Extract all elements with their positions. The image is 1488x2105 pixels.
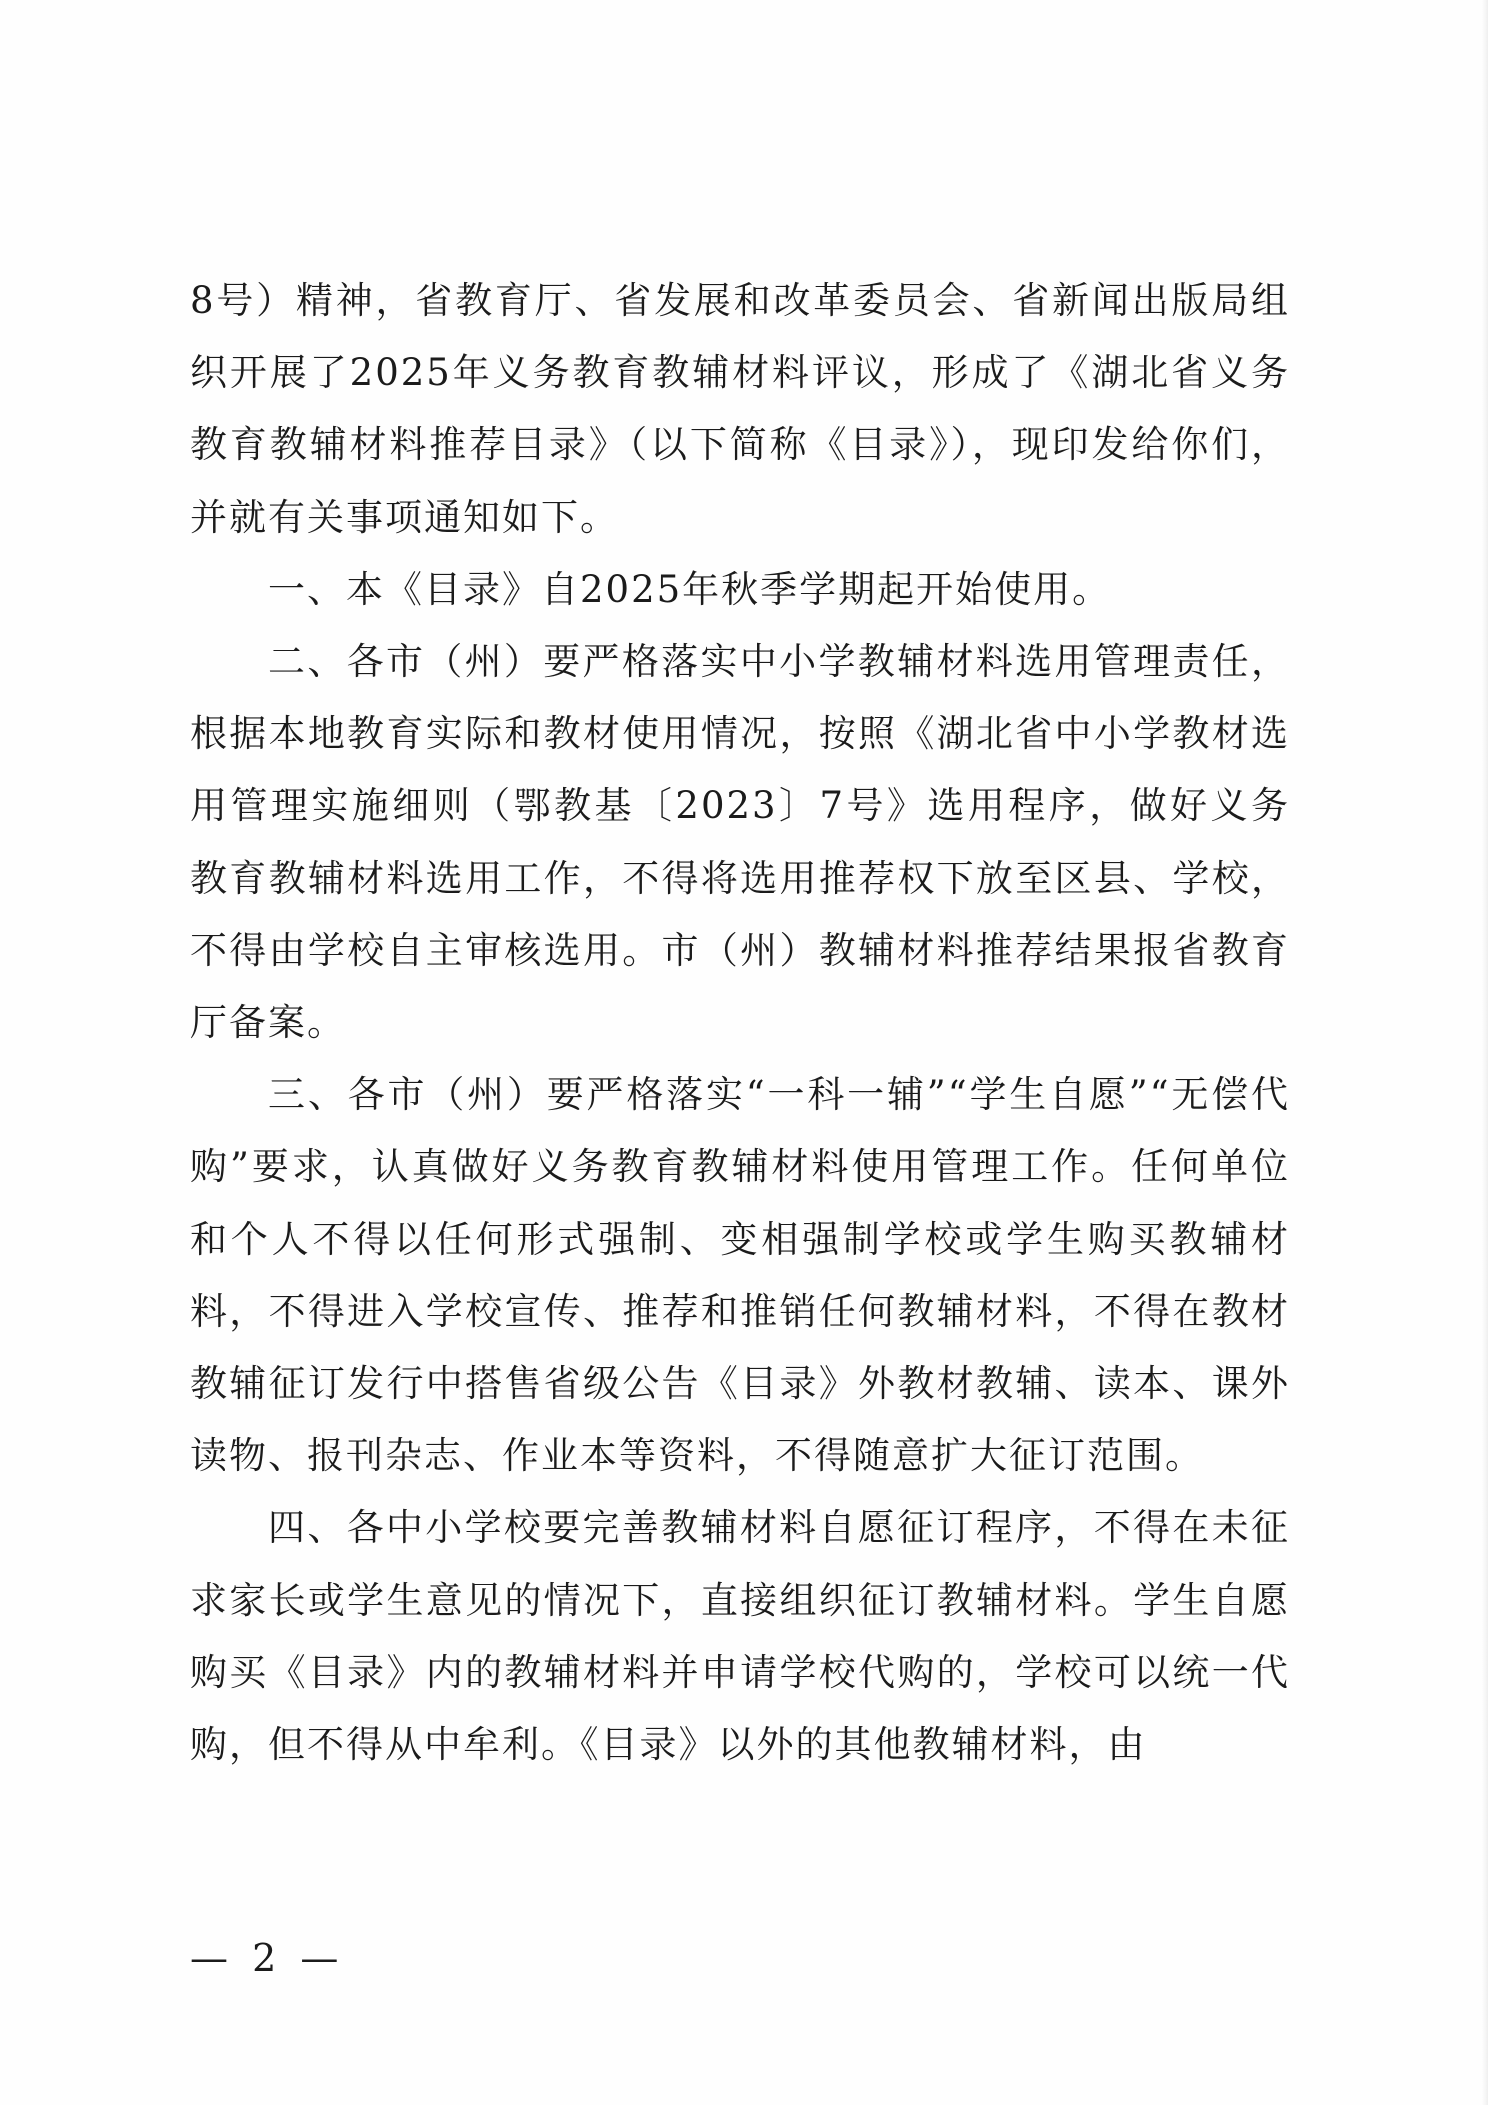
paragraph-item-3: 三、各市（州）要严格落实“一科一辅”“学生自愿”“无偿代购”要求，认真做好义务教育教辅材料使用管理工作。任何单位和个人不得以任何形式强制、变相强制学校或学生购买教辅材料，不得进入学校宣传、推荐和推销任何教辅材料，不得在教材教辅征订发行中搭售省级公告《目录》外教材教辅、读本、课外读物、报刊杂志、作业本等资料，不得随意扩大征订范围。 bbox=[190, 1073, 1290, 1478]
paragraph-item-1: 一、本《目录》自2025年秋季学期起开始使用。 bbox=[268, 567, 1112, 611]
page-number: — 2 — bbox=[190, 1936, 345, 1980]
paragraph-continuation: 8号）精神，省教育厅、省发展和改革委员会、省新闻出版局组织开展了2025年义务教育教辅材料评议，形成了《湖北省义务教育教辅材料推荐目录》（以下简称《目录》），现印发给你们，并就有关事项通知如下。 bbox=[190, 279, 1290, 539]
paragraph-item-2: 二、各市（州）要严格落实中小学教辅材料选用管理责任，根据本地教育实际和教材使用情况，按照《湖北省中小学教材选用管理实施细则（鄂教基〔2023〕7号》选用程序，做好义务教育教辅材料选用工作，不得将选用推荐权下放至区县、学校，不得由学校自主审核选用。市（州）教辅材料推荐结果报省教育厅备案。 bbox=[190, 640, 1290, 1045]
scan-edge-shadow bbox=[1482, 0, 1488, 2105]
document-body bbox=[190, 265, 1290, 1781]
paragraph-item-4: 四、各中小学校要完善教辅材料自愿征订程序，不得在未征求家长或学生意见的情况下，直接组织征订教辅材料。学生自愿购买《目录》内的教辅材料并申请学校代购的，学校可以统一代购，但不得从中牟利。《目录》以外的其他教辅材料，由 bbox=[190, 1506, 1290, 1767]
